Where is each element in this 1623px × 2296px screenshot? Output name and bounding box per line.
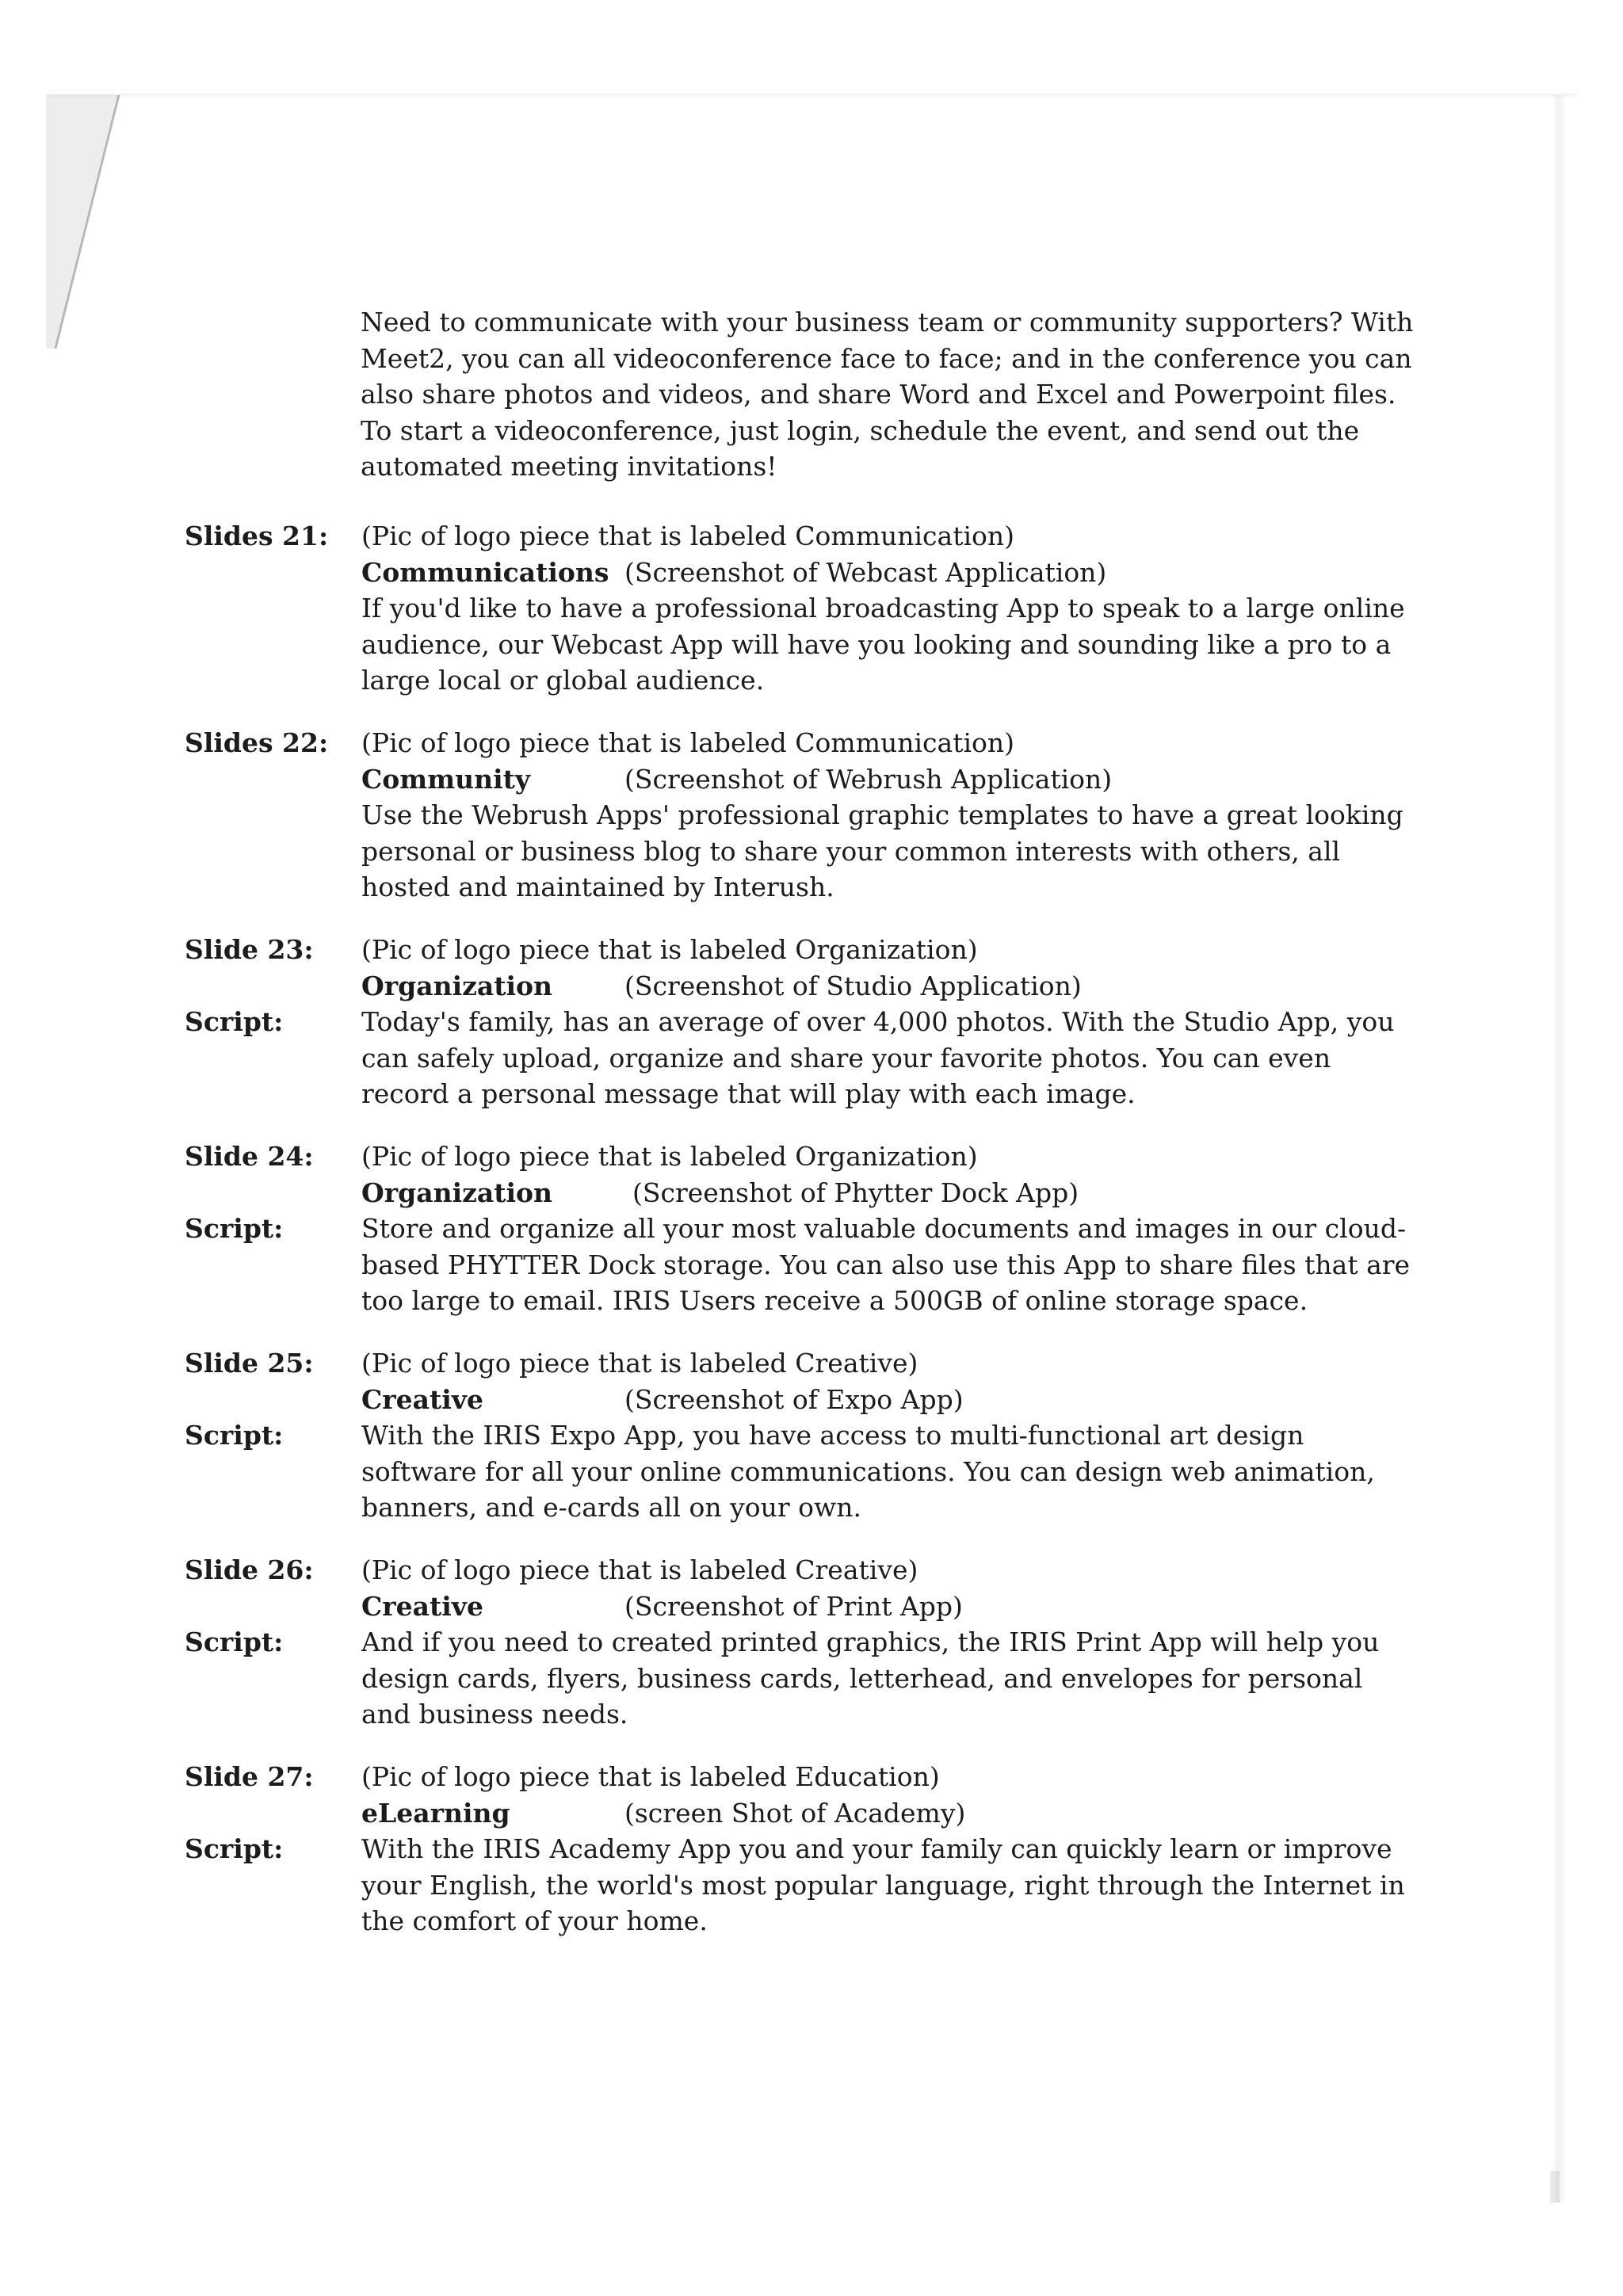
slide-title-line bbox=[361, 1175, 1415, 1211]
logo-note: (Pic of logo piece that is labeled Organization) bbox=[361, 1141, 978, 1172]
screenshot-note: (Screenshot of Print App) bbox=[624, 1590, 963, 1622]
slide-label: Slide 25: bbox=[185, 1348, 314, 1379]
scan-edge-mark bbox=[46, 95, 125, 357]
scan-right-edge bbox=[1552, 95, 1564, 2203]
slide-body bbox=[361, 1552, 1415, 1733]
slide-body bbox=[361, 932, 1415, 1112]
logo-note: (Pic of logo piece that is labeled Organization) bbox=[361, 934, 978, 965]
slide-description: Use the Webrush Apps' professional graphic templates to have a great looking personal or business blog to share your common interests with others, all hosted and maintained by Interush. bbox=[361, 799, 1403, 903]
slide-label: Slides 22: bbox=[185, 727, 329, 758]
slide-description: If you'd like to have a professional broadcasting App to speak to a large online audience, our Webcast App will have you looking and sounding like a pro to a large local or global audience. bbox=[361, 593, 1405, 696]
logo-note: (Pic of logo piece that is labeled Communication) bbox=[361, 727, 1015, 758]
scan-corner-mark bbox=[1550, 2171, 1560, 2203]
slide-label: Slide 23: bbox=[185, 934, 314, 965]
slide-label: Slide 27: bbox=[185, 1761, 314, 1792]
screenshot-note: (Screenshot of Studio Application) bbox=[624, 970, 1082, 1001]
slide-description: Today's family, has an average of over 4,000 photos. With the Studio App, you can safely upload, organize and share your favorite photos. You can even record a personal message that will play with each image. bbox=[361, 1006, 1395, 1110]
slide-title-line bbox=[361, 1589, 1415, 1625]
slide-title: Communications bbox=[361, 556, 609, 588]
screenshot-note: (Screenshot of Webrush Application) bbox=[624, 763, 1113, 795]
slide-body bbox=[361, 725, 1415, 906]
logo-note: (Pic of logo piece that is labeled Education) bbox=[361, 1761, 940, 1792]
slide-title-line bbox=[361, 968, 1415, 1005]
slide-label: Slide 24: bbox=[185, 1141, 314, 1172]
slide-title: Organization bbox=[361, 1177, 553, 1208]
intro-paragraph: Need to communicate with your business team or community supporters? With Meet2, you can all videoconference face to face; and in the conference you can also share photos and videos, and share Word and Excel and Powerpoint files. To start a videoconference, just login, schedule the event, and send out the automated meeting invitations! bbox=[361, 307, 1414, 482]
slide-title: Organization bbox=[361, 970, 553, 1001]
script-label: Script: bbox=[185, 1006, 284, 1037]
screenshot-note: (Screenshot of Webcast Application) bbox=[624, 556, 1107, 588]
scan-shadow-top bbox=[48, 93, 1577, 100]
script-label: Script: bbox=[185, 1420, 284, 1451]
script-label: Script: bbox=[185, 1213, 284, 1244]
slide-description: With the IRIS Academy App you and your family can quickly learn or improve your English, the world's most popular language, right through the Internet in the comfort of your home. bbox=[361, 1833, 1405, 1937]
slide-title: Creative bbox=[361, 1590, 483, 1622]
slide-body bbox=[361, 1345, 1415, 1526]
slide-title-line bbox=[361, 761, 1415, 798]
slide-label: Slide 26: bbox=[185, 1554, 314, 1585]
logo-note: (Pic of logo piece that is labeled Creative) bbox=[361, 1554, 918, 1585]
screenshot-note: (Screenshot of Expo App) bbox=[624, 1383, 964, 1415]
slide-body bbox=[361, 518, 1415, 699]
slide-body bbox=[361, 1138, 1415, 1319]
slide-label: Slides 21: bbox=[185, 521, 329, 551]
slide-title-line bbox=[361, 555, 1415, 591]
slide-title: Creative bbox=[361, 1383, 483, 1415]
logo-note: (Pic of logo piece that is labeled Creative) bbox=[361, 1348, 918, 1379]
screenshot-note: (screen Shot of Academy) bbox=[624, 1797, 966, 1829]
logo-note: (Pic of logo piece that is labeled Communication) bbox=[361, 521, 1015, 551]
script-label: Script: bbox=[185, 1833, 284, 1864]
slide-description: Store and organize all your most valuable documents and images in our cloud-based PHYTTER Dock storage. You can also use this App to share files that are too large to email. IRIS Users receive a 500GB of online storage space. bbox=[361, 1213, 1411, 1317]
slide-title: Community bbox=[361, 763, 531, 795]
script-label: Script: bbox=[185, 1627, 284, 1657]
slide-body bbox=[361, 1759, 1415, 1939]
slide-title-line bbox=[361, 1382, 1415, 1418]
screenshot-note: (Screenshot of Phytter Dock App) bbox=[632, 1177, 1079, 1208]
slide-title: eLearning bbox=[361, 1797, 510, 1829]
slide-title-line bbox=[361, 1795, 1415, 1832]
slide-description: And if you need to created printed graphics, the IRIS Print App will help you design cards, flyers, business cards, letterhead, and envelopes for personal and business needs. bbox=[361, 1627, 1380, 1730]
slide-description: With the IRIS Expo App, you have access to multi-functional art design software for all your online communications. You can design web animation, banners, and e-cards all on your own. bbox=[361, 1420, 1375, 1524]
